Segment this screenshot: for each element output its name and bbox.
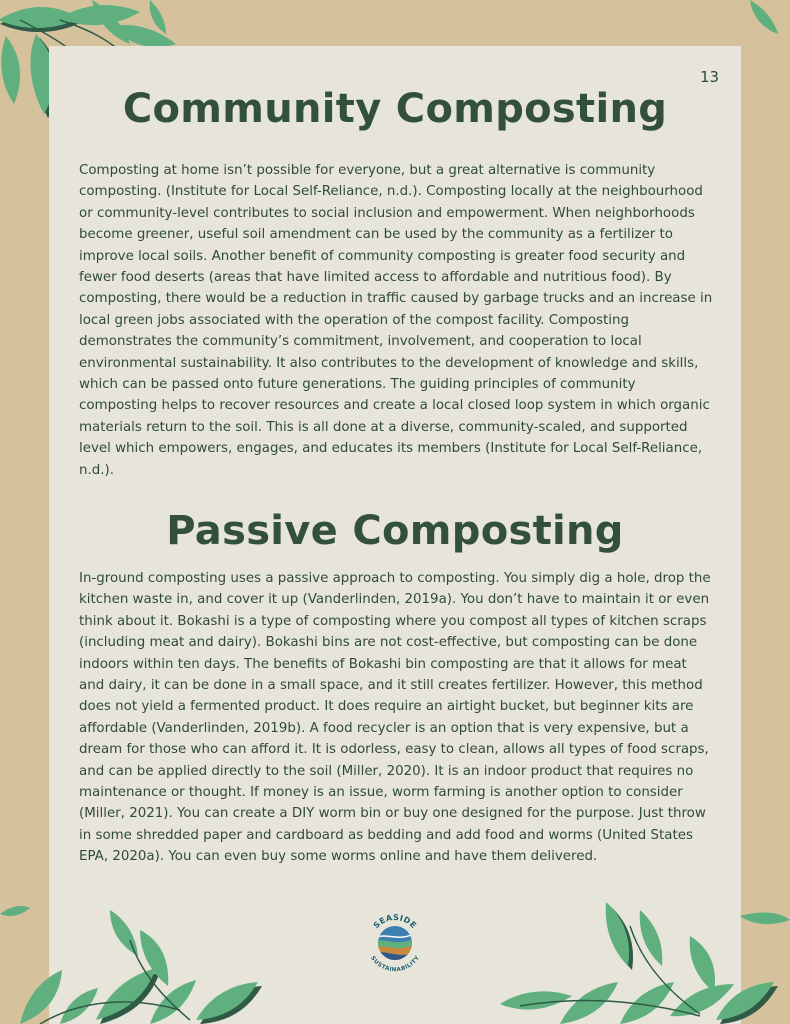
- leaf-decoration-top-right: [740, 0, 790, 40]
- section-title-passive-composting: Passive Composting: [166, 508, 624, 554]
- leaf-decoration-bottom-right: [500, 896, 790, 1024]
- logo-bottom-text: SUSTAINABILITY: [369, 955, 421, 974]
- section-body-passive-composting: In-ground composting uses a passive approach to composting. You simply dig a hole, drop the kitchen waste in, and cover it up (Vanderlinden, 2019a). You don’t have to maintain it or even think about it. Bokashi is a type of composting where you compost all types of kitchen scraps (including meat and dairy). Bokashi bins are not cost-effective, but composting can be done indoors within ten days. The benefits of Bokashi bin composting are that it allows for meat and dairy, it can be done in a small space, and it still creates fertilizer. However, this method does not yield a fermented product. It does require an airtight bucket, but beginner kits are affordable (Vanderlinden, 2019b). A food recycler is an option that is very expensive, but a dream for those who can afford it. It is odorless, easy to clean, allows all types of food scraps, and can be applied directly to the soil (Miller, 2020). It is an indoor product that requires no maintenance or thought. If money is an issue, worm farming is another option to consider (Miller, 2021). You can create a DIY worm bin or buy one designed for the purpose. Just throw in some shredded paper and cardboard as bedding and add food and worms (United States EPA, 2020a). You can even buy some worms online and have them delivered.: [79, 571, 711, 865]
- section-title-community-composting: Community Composting: [122, 86, 668, 132]
- section-body-community-composting: Composting at home isn’t possible for everyone, but a great alternative is community composting. (Institute for Local Self-Reliance, n.d.). Composting locally at the neighbourhood or community-level contributes to social inclusion and empowerment. When neighborhoods become greener, useful soil amendment can be used by the community as a fertilizer to improve local soils. Another benefit of community composting is greater food security and fewer food deserts (areas that have limited access to affordable and nutritious food). By composting, there would be a reduction in traffic caused by garbage trucks and an increase in local green jobs associated with the operation of the compost facility. Composting demonstrates the community’s commitment, involvement, and cooperation to local environmental sustainability. It also contributes to the development of knowledge and skills, which can be passed onto future generations. The guiding principles of community composting helps to recover resources and create a local closed loop system in which organic materials return to the soil. This is all done at a diverse, community-scaled, and supported level which empowers, engages, and educates its members (Institute for Local Self-Reliance, n.d.).: [79, 163, 713, 478]
- leaf-decoration-bottom-left: [0, 900, 290, 1024]
- page-number: 13: [700, 68, 720, 86]
- seaside-sustainability-logo: [364, 912, 426, 974]
- logo-top-text: SEASIDE: [371, 912, 419, 931]
